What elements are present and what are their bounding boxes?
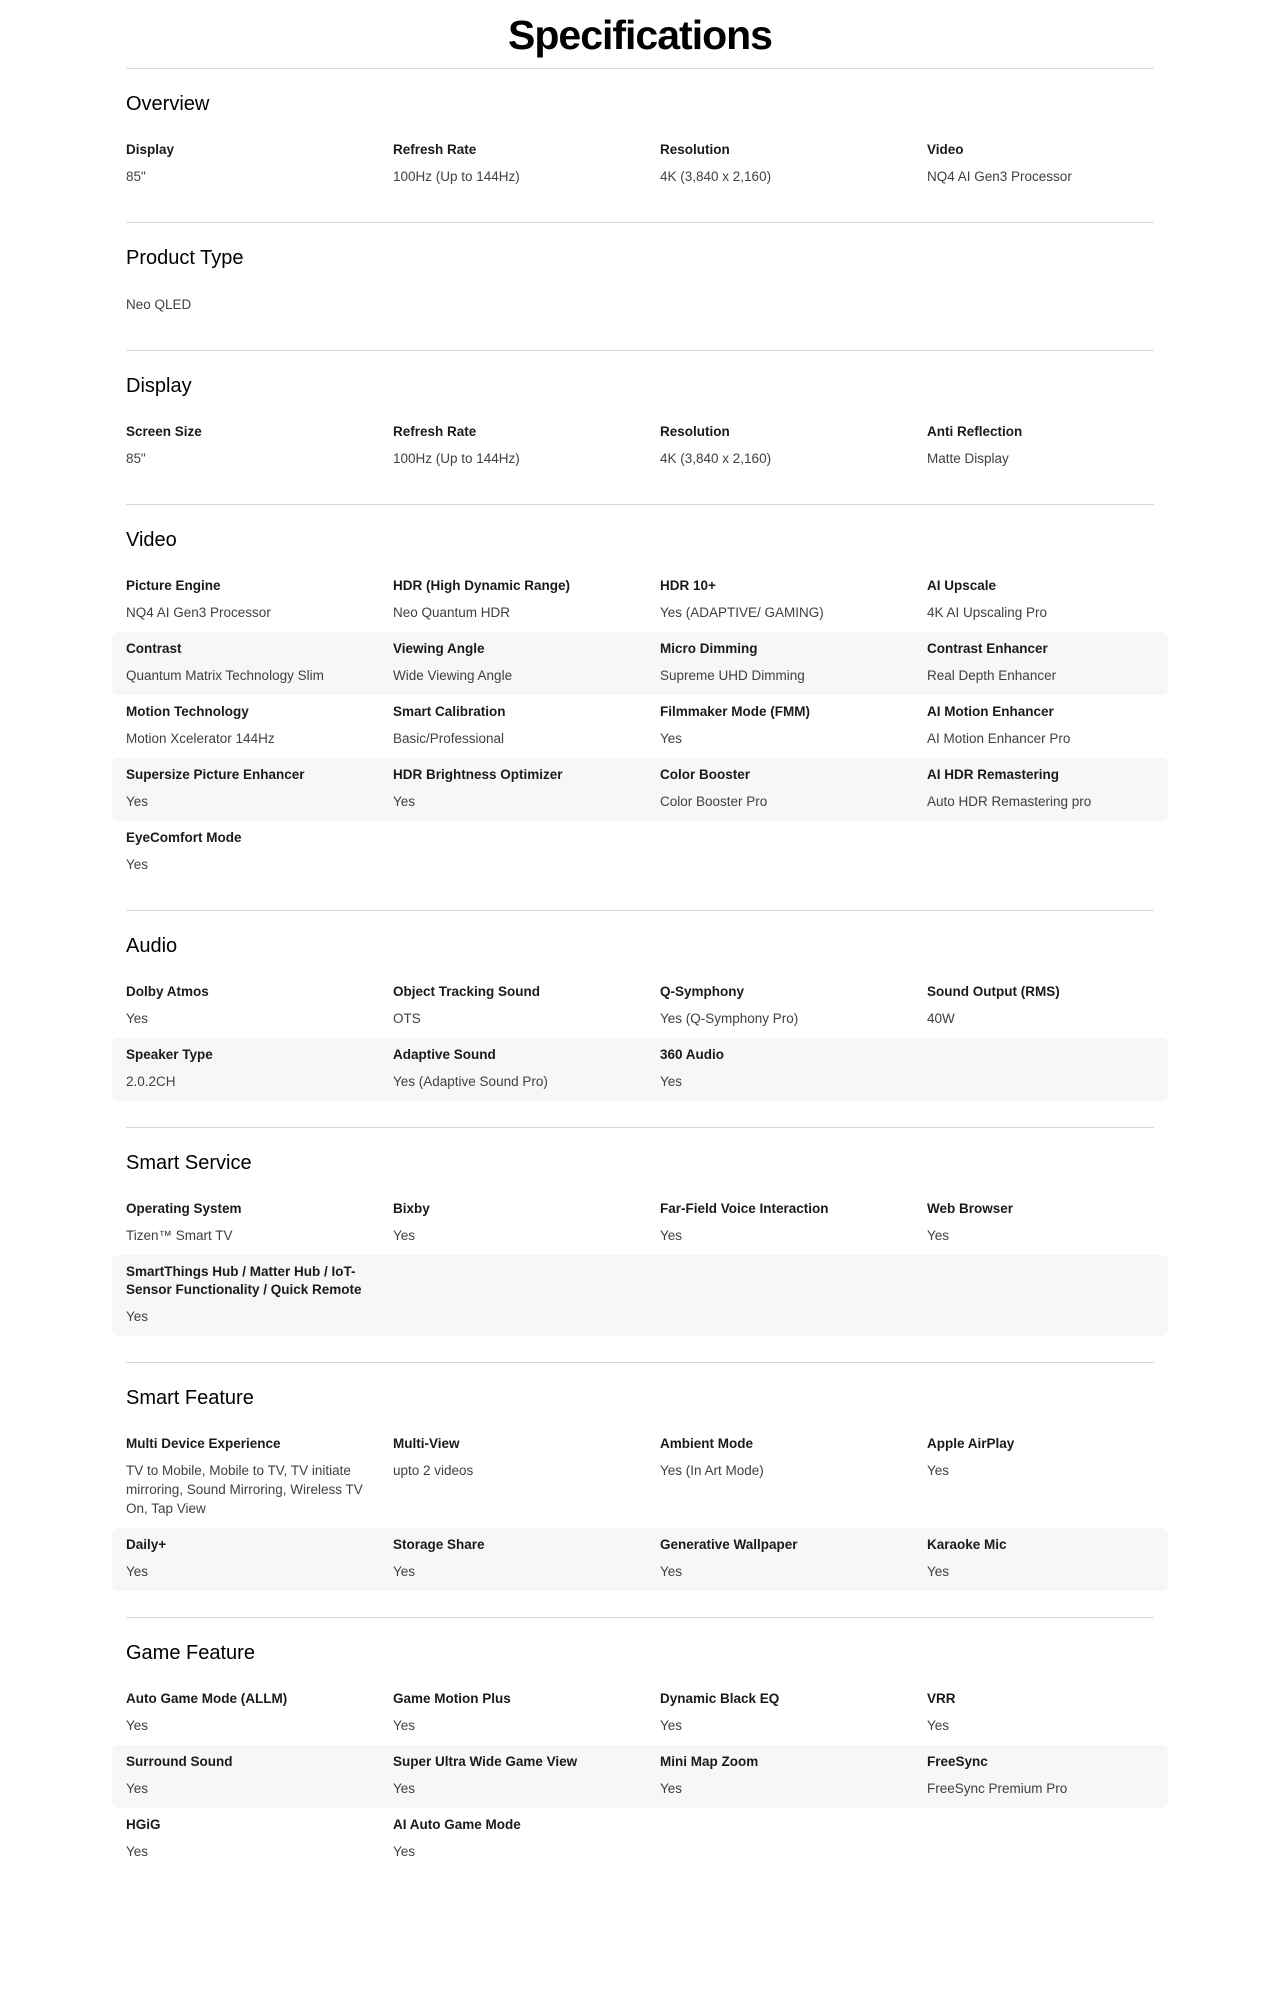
spec-value: Yes (927, 1718, 950, 1733)
spec-value: Yes (126, 794, 149, 809)
spec-label: Contrast (126, 641, 182, 656)
spec-section-product-type (126, 222, 1154, 350)
spec-item (126, 1435, 393, 1518)
spec-row (112, 695, 1168, 758)
spec-section-game-feature (126, 1617, 1154, 1897)
spec-value: Neo Quantum HDR (393, 605, 511, 620)
spec-value: Yes (660, 1718, 683, 1733)
spec-label: EyeComfort Mode (126, 830, 242, 845)
spec-item (126, 1690, 393, 1735)
spec-row (112, 1808, 1168, 1871)
spec-label: Dolby Atmos (126, 984, 209, 999)
spec-value: Yes (393, 794, 416, 809)
spec-value: AI Motion Enhancer Pro (927, 731, 1071, 746)
spec-value: upto 2 videos (393, 1463, 474, 1478)
spec-item (393, 640, 660, 685)
spec-label: AI Upscale (927, 578, 997, 593)
spec-item (126, 141, 393, 186)
section-heading: Audio (126, 935, 178, 957)
spec-value: Yes (126, 1564, 149, 1579)
spec-label: VRR (927, 1691, 956, 1706)
spec-item (126, 1263, 393, 1326)
spec-label: AI HDR Remastering (927, 767, 1060, 782)
spec-value: Yes (927, 1463, 950, 1478)
spec-item (393, 141, 660, 186)
spec-item (393, 703, 660, 748)
spec-label: Bixby (393, 1201, 430, 1216)
spec-item (126, 829, 393, 874)
spec-value: Yes (126, 1011, 149, 1026)
spec-value: Supreme UHD Dimming (660, 668, 805, 683)
spec-value: Yes (Adaptive Sound Pro) (393, 1074, 548, 1089)
spec-label: Sound Output (RMS) (927, 984, 1060, 999)
spec-item (660, 141, 927, 186)
spec-item (126, 983, 393, 1028)
spec-label: Picture Engine (126, 578, 221, 593)
spec-value: Color Booster Pro (660, 794, 768, 809)
spec-value: Yes (393, 1844, 416, 1859)
spec-label: Apple AirPlay (927, 1436, 1015, 1451)
spec-value: Yes (126, 1309, 149, 1324)
spec-label: Mini Map Zoom (660, 1754, 759, 1769)
spec-item (927, 1753, 1194, 1798)
spec-row (112, 1192, 1168, 1255)
spec-item (126, 1200, 393, 1245)
spec-item (660, 703, 927, 748)
spec-item (660, 423, 927, 468)
spec-label: Anti Reflection (927, 424, 1023, 439)
spec-item (393, 1435, 660, 1518)
page-title: Specifications (508, 12, 772, 58)
section-heading: Smart Service (126, 1152, 252, 1174)
spec-value: 100Hz (Up to 144Hz) (393, 169, 520, 184)
spec-value: 4K (3,840 x 2,160) (660, 451, 772, 466)
spec-value: Yes (393, 1718, 416, 1733)
spec-label: Contrast Enhancer (927, 641, 1048, 656)
spec-item (660, 1200, 927, 1245)
spec-item (660, 577, 927, 622)
section-heading: Video (126, 529, 177, 551)
spec-row (112, 1745, 1168, 1808)
spec-row (112, 1255, 1168, 1336)
spec-item (927, 703, 1194, 748)
spec-label: Motion Technology (126, 704, 249, 719)
spec-value: NQ4 AI Gen3 Processor (927, 169, 1072, 184)
spec-label: Karaoke Mic (927, 1537, 1007, 1552)
spec-value: Yes (Q-Symphony Pro) (660, 1011, 799, 1026)
spec-row (112, 758, 1168, 821)
spec-label: AI Auto Game Mode (393, 1817, 521, 1832)
spec-row (112, 287, 1168, 324)
spec-label: Multi Device Experience (126, 1436, 281, 1451)
spec-value: Yes (393, 1564, 416, 1579)
spec-item (126, 423, 393, 468)
spec-item (660, 1046, 927, 1091)
spec-value: Auto HDR Remastering pro (927, 794, 1092, 809)
spec-label: Refresh Rate (393, 424, 477, 439)
section-heading: Display (126, 375, 192, 397)
spec-label: HGiG (126, 1817, 161, 1832)
spec-item (660, 1536, 927, 1581)
spec-item (927, 983, 1194, 1028)
spec-label: Supersize Picture Enhancer (126, 767, 305, 782)
spec-item (126, 766, 393, 811)
spec-label: Object Tracking Sound (393, 984, 541, 999)
spec-label: Generative Wallpaper (660, 1537, 798, 1552)
spec-label: Operating System (126, 1201, 242, 1216)
spec-row (112, 1427, 1168, 1528)
spec-item (660, 640, 927, 685)
spec-label: Resolution (660, 142, 730, 157)
spec-value: Yes (660, 1781, 683, 1796)
spec-label: Web Browser (927, 1201, 1014, 1216)
spec-value: Yes (126, 1844, 149, 1859)
spec-item (126, 1753, 393, 1798)
spec-item (126, 577, 393, 622)
spec-item (393, 1046, 660, 1091)
spec-item (927, 423, 1194, 468)
spec-item (927, 1690, 1194, 1735)
spec-value: 4K (3,840 x 2,160) (660, 169, 772, 184)
spec-section-video (126, 504, 1154, 910)
spec-label: FreeSync (927, 1754, 988, 1769)
spec-row (112, 632, 1168, 695)
spec-row (112, 821, 1168, 884)
spec-label: Speaker Type (126, 1047, 213, 1062)
spec-item (927, 1536, 1194, 1581)
spec-label: Surround Sound (126, 1754, 233, 1769)
spec-section-audio (126, 910, 1154, 1127)
spec-value: Wide Viewing Angle (393, 668, 513, 683)
spec-section-smart-feature (126, 1362, 1154, 1617)
spec-item (393, 1536, 660, 1581)
spec-item (927, 141, 1194, 186)
spec-item (393, 1690, 660, 1735)
spec-item (393, 1753, 660, 1798)
spec-label: Resolution (660, 424, 730, 439)
spec-value: Yes (927, 1228, 950, 1243)
spec-value: Neo QLED (126, 297, 192, 312)
spec-label: Ambient Mode (660, 1436, 753, 1451)
spec-label: Dynamic Black EQ (660, 1691, 780, 1706)
spec-label: HDR (High Dynamic Range) (393, 578, 571, 593)
section-heading: Game Feature (126, 1642, 255, 1664)
spec-value: Yes (660, 731, 683, 746)
spec-item (393, 423, 660, 468)
spec-label: Refresh Rate (393, 142, 477, 157)
spec-label: Display (126, 142, 175, 157)
spec-value: Yes (126, 857, 149, 872)
spec-label: HDR Brightness Optimizer (393, 767, 563, 782)
spec-item (126, 703, 393, 748)
spec-value: Yes (927, 1564, 950, 1579)
spec-value: NQ4 AI Gen3 Processor (126, 605, 271, 620)
spec-label: Game Motion Plus (393, 1691, 511, 1706)
spec-value: 2.0.2CH (126, 1074, 176, 1089)
spec-item (126, 295, 393, 314)
spec-row (112, 1682, 1168, 1745)
section-heading: Product Type (126, 247, 244, 269)
spec-item (660, 983, 927, 1028)
spec-value: 100Hz (Up to 144Hz) (393, 451, 520, 466)
spec-item (126, 1816, 393, 1861)
spec-item (126, 640, 393, 685)
spec-row (112, 975, 1168, 1038)
spec-item (660, 1690, 927, 1735)
spec-item (393, 1816, 660, 1861)
spec-value: TV to Mobile, Mobile to TV, TV initiate mirroring, Sound Mirroring, Wireless TV On, Tap View (126, 1463, 363, 1516)
spec-label: AI Motion Enhancer (927, 704, 1054, 719)
spec-label: Smart Calibration (393, 704, 506, 719)
spec-value: Motion Xcelerator 144Hz (126, 731, 275, 746)
spec-value: 40W (927, 1011, 955, 1026)
spec-item (393, 1200, 660, 1245)
spec-label: SmartThings Hub / Matter Hub / IoT-Sensor Functionality / Quick Remote (126, 1264, 362, 1297)
spec-item (393, 983, 660, 1028)
spec-value: Tizen™ Smart TV (126, 1228, 233, 1243)
spec-item (660, 766, 927, 811)
spec-label: Storage Share (393, 1537, 485, 1552)
spec-label: Adaptive Sound (393, 1047, 496, 1062)
spec-row (112, 133, 1168, 196)
spec-value: Quantum Matrix Technology Slim (126, 668, 324, 683)
spec-section-display (126, 350, 1154, 504)
spec-value: Yes (In Art Mode) (660, 1463, 764, 1478)
spec-label: Color Booster (660, 767, 751, 782)
spec-value: 85" (126, 169, 146, 184)
section-heading: Smart Feature (126, 1387, 254, 1409)
spec-value: OTS (393, 1011, 421, 1026)
spec-row (112, 1038, 1168, 1101)
spec-section-overview (126, 68, 1154, 222)
spec-item (660, 1435, 927, 1518)
spec-label: HDR 10+ (660, 578, 716, 593)
spec-label: Micro Dimming (660, 641, 758, 656)
spec-item (927, 1200, 1194, 1245)
spec-row (112, 415, 1168, 478)
spec-value: Yes (126, 1718, 149, 1733)
spec-label: Multi-View (393, 1436, 460, 1451)
spec-item (126, 1046, 393, 1091)
spec-label: Viewing Angle (393, 641, 485, 656)
spec-label: Auto Game Mode (ALLM) (126, 1691, 288, 1706)
spec-value: 85" (126, 451, 146, 466)
spec-item (393, 577, 660, 622)
spec-row (112, 1528, 1168, 1591)
spec-item (393, 766, 660, 811)
spec-item (126, 1536, 393, 1581)
spec-value: Yes (660, 1564, 683, 1579)
spec-value: Yes (660, 1074, 683, 1089)
spec-value: FreeSync Premium Pro (927, 1781, 1068, 1796)
spec-label: Far-Field Voice Interaction (660, 1201, 829, 1216)
spec-label: Q-Symphony (660, 984, 745, 999)
spec-item (660, 1753, 927, 1798)
spec-label: Screen Size (126, 424, 202, 439)
spec-label: Super Ultra Wide Game View (393, 1754, 578, 1769)
spec-label: 360 Audio (660, 1047, 725, 1062)
spec-value: Yes (660, 1228, 683, 1243)
spec-item (927, 577, 1194, 622)
spec-row (112, 569, 1168, 632)
spec-value: Yes (393, 1781, 416, 1796)
spec-value: Yes (393, 1228, 416, 1243)
spec-item (927, 766, 1194, 811)
spec-label: Daily+ (126, 1537, 167, 1552)
spec-value: Matte Display (927, 451, 1009, 466)
spec-item (927, 1435, 1194, 1518)
spec-sections (0, 68, 1280, 1897)
spec-label: Video (927, 142, 964, 157)
spec-value: 4K AI Upscaling Pro (927, 605, 1048, 620)
spec-section-smart-service (126, 1127, 1154, 1362)
spec-value: Basic/Professional (393, 731, 505, 746)
spec-value: Yes (126, 1781, 149, 1796)
spec-label: Filmmaker Mode (FMM) (660, 704, 811, 719)
spec-value: Real Depth Enhancer (927, 668, 1057, 683)
spec-item (927, 640, 1194, 685)
spec-value: Yes (ADAPTIVE/ GAMING) (660, 605, 824, 620)
section-heading: Overview (126, 93, 210, 115)
